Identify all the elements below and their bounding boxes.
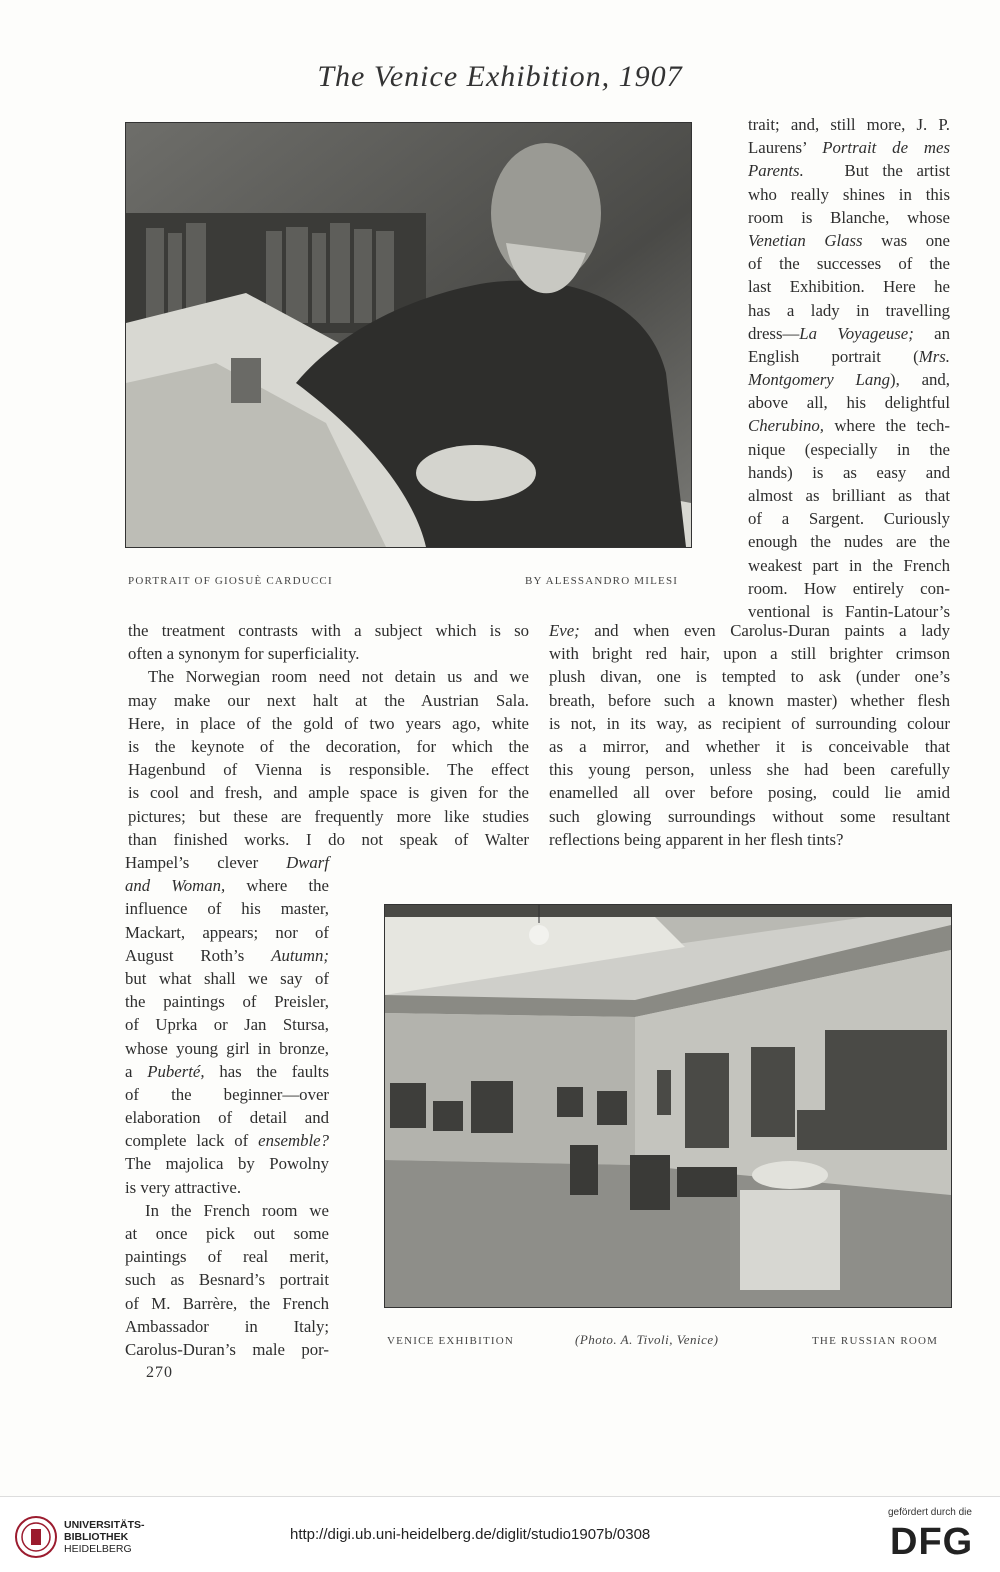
text-line: The majolica by Powolny bbox=[125, 1154, 329, 1174]
text-line: is very attractive. bbox=[125, 1177, 242, 1197]
footer-bar bbox=[0, 1496, 1000, 1572]
text-line: room is Blanche, whose bbox=[748, 207, 950, 227]
text-line: pictures; but these are frequently more like studies bbox=[128, 806, 529, 826]
text-line: Eve; and when even Carolus-Duran paints a lady bbox=[549, 621, 950, 640]
text-line: of Uprka or Jan Stursa, bbox=[125, 1015, 329, 1035]
text-line: Parents. But the artist bbox=[748, 161, 950, 181]
text-line: who really shines in this bbox=[748, 184, 950, 204]
text-line: ventional is Fantin-Latour’s bbox=[748, 601, 950, 621]
text-line: Hagenbund of Vienna is responsible. The effect bbox=[128, 760, 529, 780]
text-line: of the beginner—over bbox=[125, 1084, 329, 1104]
russian-room-image bbox=[385, 905, 951, 1307]
text-line: as a mirror, and whether it is conceivable that bbox=[549, 736, 950, 756]
text-line: weakest part in the French bbox=[748, 555, 950, 575]
text-line: room. How entirely con- bbox=[748, 578, 950, 598]
source-url-link[interactable]: http://digi.ub.uni-heidelberg.de/diglit/studio1907b/0308 bbox=[290, 1526, 651, 1543]
library-name bbox=[64, 1519, 145, 1555]
library-line: UNIVERSITÄTS- bbox=[64, 1519, 145, 1531]
text-line: enough the nudes are the bbox=[748, 532, 950, 552]
university-seal-icon bbox=[14, 1515, 58, 1559]
text-line: such as Besnard’s portrait bbox=[125, 1270, 329, 1290]
portrait-caption-title: PORTRAIT OF GIOSUÈ CARDUCCI bbox=[128, 575, 333, 587]
portrait-photo bbox=[125, 122, 692, 548]
text-line: dress—La Voyageuse; an bbox=[748, 323, 950, 343]
text-line: breath, before such a known master) whether flesh bbox=[549, 690, 950, 710]
text-line: complete lack of ensemble? bbox=[125, 1131, 329, 1151]
text-line: Cherubino, where the tech- bbox=[748, 416, 950, 436]
text-line: hands) is as easy and bbox=[748, 462, 950, 482]
text-line: enamelled all over before posing, could lie amid bbox=[549, 783, 950, 803]
text-line: plush divan, one is tempted to ask (under one’s bbox=[549, 667, 950, 687]
portrait-caption-artist: BY ALESSANDRO MILESI bbox=[525, 575, 679, 587]
text-line: Carolus-Duran’s male por- bbox=[125, 1339, 329, 1359]
text-line: above all, his delightful bbox=[748, 393, 950, 413]
text-line: but what shall we say of bbox=[125, 968, 329, 988]
text-line: influence of his master, bbox=[125, 899, 329, 919]
running-title: The Venice Exhibition, 1907 bbox=[317, 60, 683, 93]
text-line: than finished works. I do not speak of Walter bbox=[128, 829, 529, 849]
text-line: the paintings of Preisler, bbox=[125, 992, 329, 1012]
text-line: and Woman, where the bbox=[125, 876, 329, 896]
text-line: Mackart, appears; nor of bbox=[125, 922, 329, 942]
library-line: HEIDELBERG bbox=[64, 1543, 132, 1555]
left-column-text bbox=[128, 619, 529, 851]
text-line: of a Sargent. Curiously bbox=[748, 509, 950, 529]
text-line: such glowing surroundings without some resultant bbox=[549, 806, 950, 826]
text-line: a Puberté, has the faults bbox=[125, 1061, 329, 1081]
text-line: Hampel’s clever Dwarf bbox=[125, 853, 329, 872]
text-line: Here, in place of the gold of two years ago, white bbox=[128, 713, 529, 733]
text-line: of M. Barrère, the French bbox=[125, 1293, 329, 1313]
text-line: August Roth’s Autumn; bbox=[125, 945, 329, 965]
text-line: elaboration of detail and bbox=[125, 1108, 329, 1128]
text-line: this young person, unless she had been carefully bbox=[549, 760, 950, 780]
text-line: at once pick out some bbox=[125, 1224, 329, 1243]
text-line: Montgomery Lang), and, bbox=[748, 370, 951, 390]
text-line: is cool and fresh, and ample space is given for the bbox=[128, 783, 529, 803]
text-line: of the successes of the bbox=[748, 254, 950, 274]
portrait-image bbox=[126, 123, 691, 547]
library-line: BIBLIOTHEK bbox=[64, 1531, 129, 1543]
text-line: is not, in its way, as recipient of surrounding colour bbox=[549, 713, 950, 733]
room-caption-left: VENICE EXHIBITION bbox=[387, 1335, 515, 1347]
text-line: The Norwegian room need not detain us and we bbox=[148, 667, 529, 687]
narrow-column-text bbox=[125, 851, 329, 1361]
text-line: Ambassador in Italy; bbox=[125, 1316, 329, 1336]
text-line: Laurens’ Portrait de mes bbox=[748, 138, 950, 158]
text-line: whose young girl in bronze, bbox=[125, 1038, 329, 1058]
text-line: often a synonym for superficiality. bbox=[128, 644, 360, 664]
room-caption-right: THE RUSSIAN ROOM bbox=[812, 1335, 939, 1347]
text-line: almost as brilliant as that bbox=[748, 486, 950, 505]
room-caption-credit: (Photo. A. Tivoli, Venice) bbox=[575, 1332, 719, 1347]
text-line: last Exhibition. Here he bbox=[748, 277, 950, 297]
text-line: nique (especially in the bbox=[748, 439, 950, 459]
text-line: trait; and, still more, J. P. bbox=[748, 115, 950, 134]
text-line: has a lady in travelling bbox=[748, 300, 950, 320]
russian-room-photo bbox=[384, 904, 952, 1308]
text-line: the treatment contrasts with a subject which is so bbox=[128, 621, 529, 640]
text-line: In the French room we bbox=[145, 1200, 329, 1220]
page-number: 270 bbox=[146, 1364, 173, 1381]
dfg-logo: DFG bbox=[890, 1521, 974, 1563]
text-line: with bright red hair, upon a still brighter crimson bbox=[549, 644, 950, 664]
funding-note: gefördert durch die bbox=[888, 1507, 972, 1518]
text-line: is the keynote of the decoration, for which the bbox=[128, 736, 529, 756]
text-line: paintings of real merit, bbox=[125, 1247, 329, 1267]
right-column-text bbox=[748, 113, 950, 623]
text-line: English portrait (Mrs. bbox=[748, 346, 950, 366]
text-line: reflections being apparent in her flesh tints? bbox=[549, 829, 844, 849]
right-paragraph bbox=[549, 619, 950, 851]
text-line: Venetian Glass was one bbox=[748, 230, 950, 250]
text-line: may make our next halt at the Austrian Sala. bbox=[128, 690, 529, 710]
